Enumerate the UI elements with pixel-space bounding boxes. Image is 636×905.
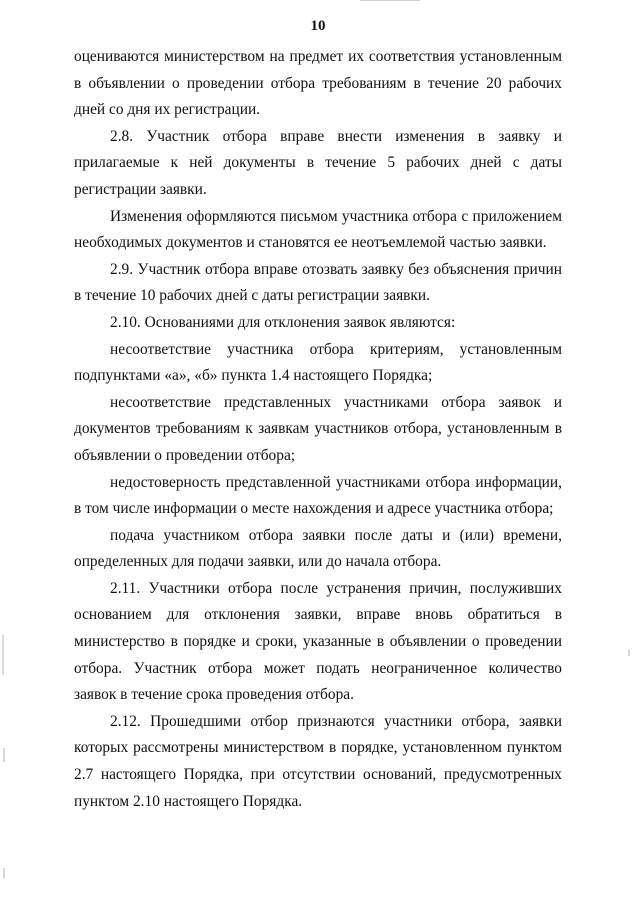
rejection-reason-inaccuracy: недостоверность представленной участниками отбора информации, в том числе информации о месте нахождения и адресе участника отбора; [74, 473, 562, 518]
scan-artifact-left-1 [2, 635, 4, 675]
scan-artifact-left-2 [3, 748, 5, 762]
paragraph-2-9: 2.9. Участник отбора вправе отозвать заявку без объяснения причин в течение 10 рабочих дней с даты регистрации заявки. [74, 260, 562, 305]
paragraph-2-12: 2.12. Прошедшими отбор признаются участники отбора, заявки которых рассмотрены министерством в порядке, установленном пунктом 2.7 настоящего Порядка, при отсутствии оснований, предусмотренных пунктом 2.10 настоящего Порядка. [74, 712, 562, 810]
rejection-reason-timing: подача участником отбора заявки после даты и (или) времени, определенных для подачи заявки, или до начала отбора. [74, 526, 562, 571]
paragraph-2-11: 2.11. Участники отбора после устранения причин, послуживших основанием для отклонения заявки, вправе вновь обратиться в министерство в порядке и сроки, указанные в объявлении о проведении отбора. Участник отбора может подать неограниченное количество заявок в течение срока проведения отбора. [74, 579, 562, 704]
paragraph-2-10: 2.10. Основаниями для отклонения заявок являются: [110, 313, 456, 331]
scan-artifact-left-3 [3, 868, 5, 878]
paragraph-continuation: оцениваются министерством на предмет их соответствия установленным в объявлении о проведении отбора требованиям в течение 20 рабочих дней со дня их регистрации. [74, 48, 562, 119]
paragraph-changes: Изменения оформляются письмом участника отбора с приложением необходимых документов и становятся ее неотъемлемой частью заявки. [74, 207, 562, 252]
document-body [74, 44, 562, 815]
scan-artifact-top [360, 0, 420, 1]
scan-artifact-right [628, 650, 630, 656]
rejection-reason-criteria: несоответствие участника отбора критериям, установленным подпунктами «а», «б» пункта 1.4 настоящего Порядка; [74, 340, 562, 385]
paragraph-2-8: 2.8. Участник отбора вправе внести изменения в заявку и прилагаемые к ней документы в течение 5 рабочих дней с даты регистрации заявки. [74, 127, 562, 198]
rejection-reason-documents: несоответствие представленных участниками отбора заявок и документов требованиям к заявкам участников отбора, установленным в объявлении о проведении отбора; [74, 393, 562, 464]
page-number: 10 [310, 18, 326, 34]
